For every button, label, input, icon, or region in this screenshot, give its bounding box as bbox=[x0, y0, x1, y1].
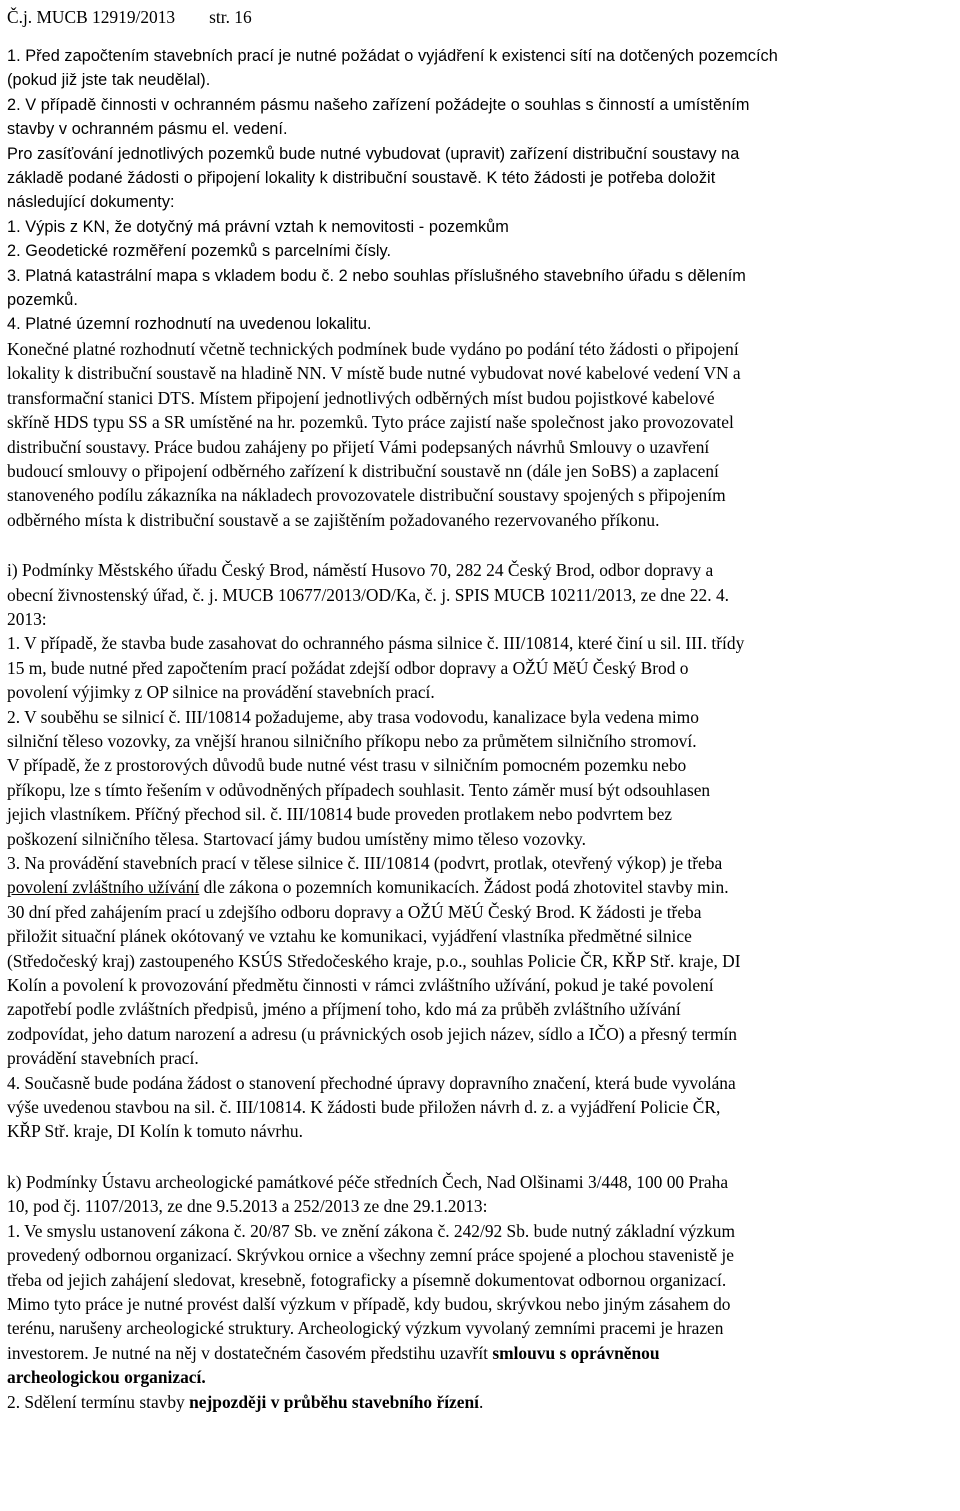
text-line: třeba od jejich zahájení sledovat, kresebně, fotograficky a písemně dokumentovat odbornou organizací. bbox=[7, 1269, 727, 1290]
text-line: budoucí smlouvy o připojení odběrného zařízení k distribuční soustavě nn (dále jen SoBS) a zaplacení bbox=[7, 460, 719, 481]
text-line: poškození silničního tělesa. Startovací jámy budou umístěny mimo těleso vozovky. bbox=[7, 828, 586, 849]
text-line: základě podané žádosti o připojení lokality k distribuční soustavě. K této žádosti je potřeba doložit bbox=[7, 169, 716, 188]
text-line: 1. Před započtením stavebních prací je nutné požádat o vyjádření k existenci sítí na dotčených pozemcích bbox=[7, 47, 778, 65]
text-line: provádění stavebních prací. bbox=[7, 1048, 199, 1069]
text-line: 4. Současně bude podána žádost o stanovení přechodné úpravy dopravního značení, která bude vyvolána bbox=[7, 1072, 736, 1093]
paragraph-gap bbox=[7, 1144, 960, 1170]
text-line: 30 dní před zahájením prací u zdejšího odboru dopravy a OŽÚ MěÚ Český Brod. K žádosti je třeba bbox=[7, 901, 702, 922]
text-line: 3. Platná katastrální mapa s vkladem bodu č. 2 nebo souhlas příslušného stavebního úřadu s dělením bbox=[7, 266, 746, 285]
text-line: Mimo tyto práce je nutné provést další výzkum v případě, kdy budou, skrývkou nebo jiným zásahem do bbox=[7, 1293, 731, 1314]
line-text: . bbox=[478, 1391, 484, 1412]
text-line: 2. Geodetické rozměření pozemků s parcelními čísly. bbox=[7, 242, 392, 261]
text-line: 1. Ve smyslu ustanovení zákona č. 20/87 Sb. ve znění zákona č. 242/92 Sb. bude nutný základní výzkum bbox=[7, 1220, 736, 1241]
text-line: 4. Platné územní rozhodnutí na uvedenou lokalitu. bbox=[7, 315, 372, 334]
text-line: povolení výjimky z OP silnice na provádění stavebních prací. bbox=[7, 682, 435, 703]
underlined-term: povolení zvláštního užívání bbox=[7, 877, 200, 898]
text-line: terénu, narušeny archeologické struktury. Archeologický výzkum vyvolaný zemními pracemi je hrazen bbox=[7, 1318, 724, 1339]
line-text: 2. Sdělení termínu stavby bbox=[7, 1391, 190, 1412]
text-line bbox=[7, 1390, 960, 1414]
text-line bbox=[7, 1341, 960, 1365]
line-continuation: dle zákona o pozemních komunikacích. Žádost podá zhotovitel stavby min. bbox=[199, 877, 729, 898]
text-line: zapotřebí podle zvláštních předpisů, jméno a příjmení toho, kdo má za průběh zvláštního užívání bbox=[7, 999, 681, 1020]
text-line: 1. V případě, že stavba bude zasahovat do ochranného pásma silnice č. III/10814, které činí u sil. III. třídy bbox=[7, 633, 745, 654]
text-line: zodpovídat, jeho datum narození a adresu (u právnických osob jejich název, sídlo a IČO) a přesný termín bbox=[7, 1023, 738, 1044]
text-line: skříně HDS typu SS a SR umístěné na hr. pozemků. Tyto práce zajistí naše společnost jako provozovatel bbox=[7, 412, 734, 433]
text-line: Kolín a povolení k provozování předmětu činnosti v rámci zvláštního užívání, pokud je také povolení bbox=[7, 975, 714, 996]
line-text: investorem. Je nutné na něj v dostatečném časovém předstihu uzavřít bbox=[7, 1342, 493, 1363]
text-line: k) Podmínky Ústavu archeologické památkové péče středních Čech, Nad Olšinami 3/448, 100 00 Praha bbox=[7, 1171, 729, 1192]
text-line: následující dokumenty: bbox=[7, 193, 175, 212]
text-line: i) Podmínky Městského úřadu Český Brod, náměstí Husovo 70, 282 24 Český Brod, odbor dopravy a bbox=[7, 560, 714, 581]
section-i bbox=[7, 558, 960, 1144]
text-line: 10, pod čj. 1107/2013, ze dne 9.5.2013 a 252/2013 ze dne 29.1.2013: bbox=[7, 1196, 488, 1217]
text-line: pozemků. bbox=[7, 291, 78, 310]
text-line: Konečné platné rozhodnutí včetně technických podmínek bude vydáno po podání této žádosti o připojení bbox=[7, 338, 739, 359]
text-line: (Středočeský kraj) zastoupeného KSÚS Středočeského kraje, p.o., souhlas Policie ČR, KŘP Stř. kraje, DI bbox=[7, 950, 741, 971]
text-line: příkopu, lze s tímto řešením v odůvodněných případech souhlasit. Tento záměr musí být odsouhlasen bbox=[7, 779, 711, 800]
text-line: Pro zasíťování jednotlivých pozemků bude nutné vybudovat (upravit) zařízení distribuční soustavy na bbox=[7, 144, 740, 163]
text-line: lokality k distribuční soustavě na hladině NN. V místě bude nutné vybudovat nové kabelové vedení VN a bbox=[7, 363, 741, 384]
text-line: jejich vlastníkem. Příčný přechod sil. č. III/10814 bude proveden protlakem nebo podvrtem bez bbox=[7, 804, 673, 825]
text-line: distribuční soustavy. Práce budou zahájeny po přijetí Vámi podepsaných návrhů Smlouvy o uzavření bbox=[7, 436, 710, 457]
text-line: 2013: bbox=[7, 608, 47, 629]
text-line: 2. V případě činnosti v ochranném pásmu našeho zařízení požádejte o souhlas s činností a umístěním bbox=[7, 95, 750, 114]
text-line: přiložit situační plánek okótovaný ve vztahu ke komunikaci, vyjádření vlastníka předmětné silnice bbox=[7, 926, 692, 947]
text-line: 15 m, bude nutné před započtením prací požádat zdejší odbor dopravy a OŽÚ MěÚ Český Brod o bbox=[7, 657, 689, 678]
connection-paragraph bbox=[7, 337, 960, 532]
text-line: KŘP Stř. kraje, DI Kolín k tomuto návrhu. bbox=[7, 1121, 303, 1142]
section-k bbox=[7, 1170, 960, 1414]
text-line: transformační stanici DTS. Místem připojení jednotlivých odběrných míst budou pojistkové kabelové bbox=[7, 387, 715, 408]
text-line bbox=[7, 875, 960, 899]
text-line: silniční těleso vozovky, za vnější hranou silničního příkopu nebo za průmětem silničního stromoví. bbox=[7, 730, 697, 751]
text-line: V případě, že z prostorových důvodů bude nutné vést trasu v silničním pomocném pozemku nebo bbox=[7, 755, 687, 776]
text-line: stavby v ochranném pásmu el. vedení. bbox=[7, 120, 288, 139]
text-line: obecní živnostenský úřad, č. j. MUCB 10677/2013/OD/Ka, č. j. SPIS MUCB 10211/2013, ze dne 22. 4. bbox=[7, 584, 729, 605]
text-line: 1. Výpis z KN, že dotyčný má právní vztah k nemovitosti - pozemkům bbox=[7, 217, 509, 236]
bold-phrase: smlouvu s oprávněnou bbox=[492, 1342, 660, 1363]
text-line: (pokud již jste tak neudělal). bbox=[7, 71, 211, 90]
text-line: odběrného místa k distribuční soustavě a se zajištěním požadovaného rezervovaného příkonu. bbox=[7, 509, 660, 530]
page-header bbox=[7, 0, 960, 44]
text-line: 2. V souběhu se silnicí č. III/10814 požadujeme, aby trasa vodovodu, kanalizace byla vedena mimo bbox=[7, 706, 699, 727]
paragraph-gap bbox=[7, 532, 960, 558]
text-line: provedený odbornou organizací. Skrývkou ornice a všechny zemní práce spojené a plochou stavenistě je bbox=[7, 1245, 734, 1266]
intro-block bbox=[7, 44, 960, 337]
text-line: 3. Na provádění stavebních prací v tělese silnice č. III/10814 (podvrt, protlak, otevřený výkop) je třeba bbox=[7, 853, 723, 873]
text-line: stanoveného podílu zákazníka na nákladech provozovatele distribuční soustavy spojených s připojením bbox=[7, 485, 726, 506]
page-number: str. 16 bbox=[209, 7, 252, 27]
bold-phrase: nejpozději v průběhu stavebního řízení bbox=[189, 1391, 479, 1412]
bold-line: archeologickou organizací. bbox=[7, 1367, 206, 1388]
document-reference: Č.j. MUCB 12919/2013 bbox=[7, 7, 176, 27]
text-line: výše uvedenou stavbou na sil. č. III/10814. K žádosti bude přiložen návrh d. z. a vyjádření Policie ČR, bbox=[7, 1097, 721, 1118]
